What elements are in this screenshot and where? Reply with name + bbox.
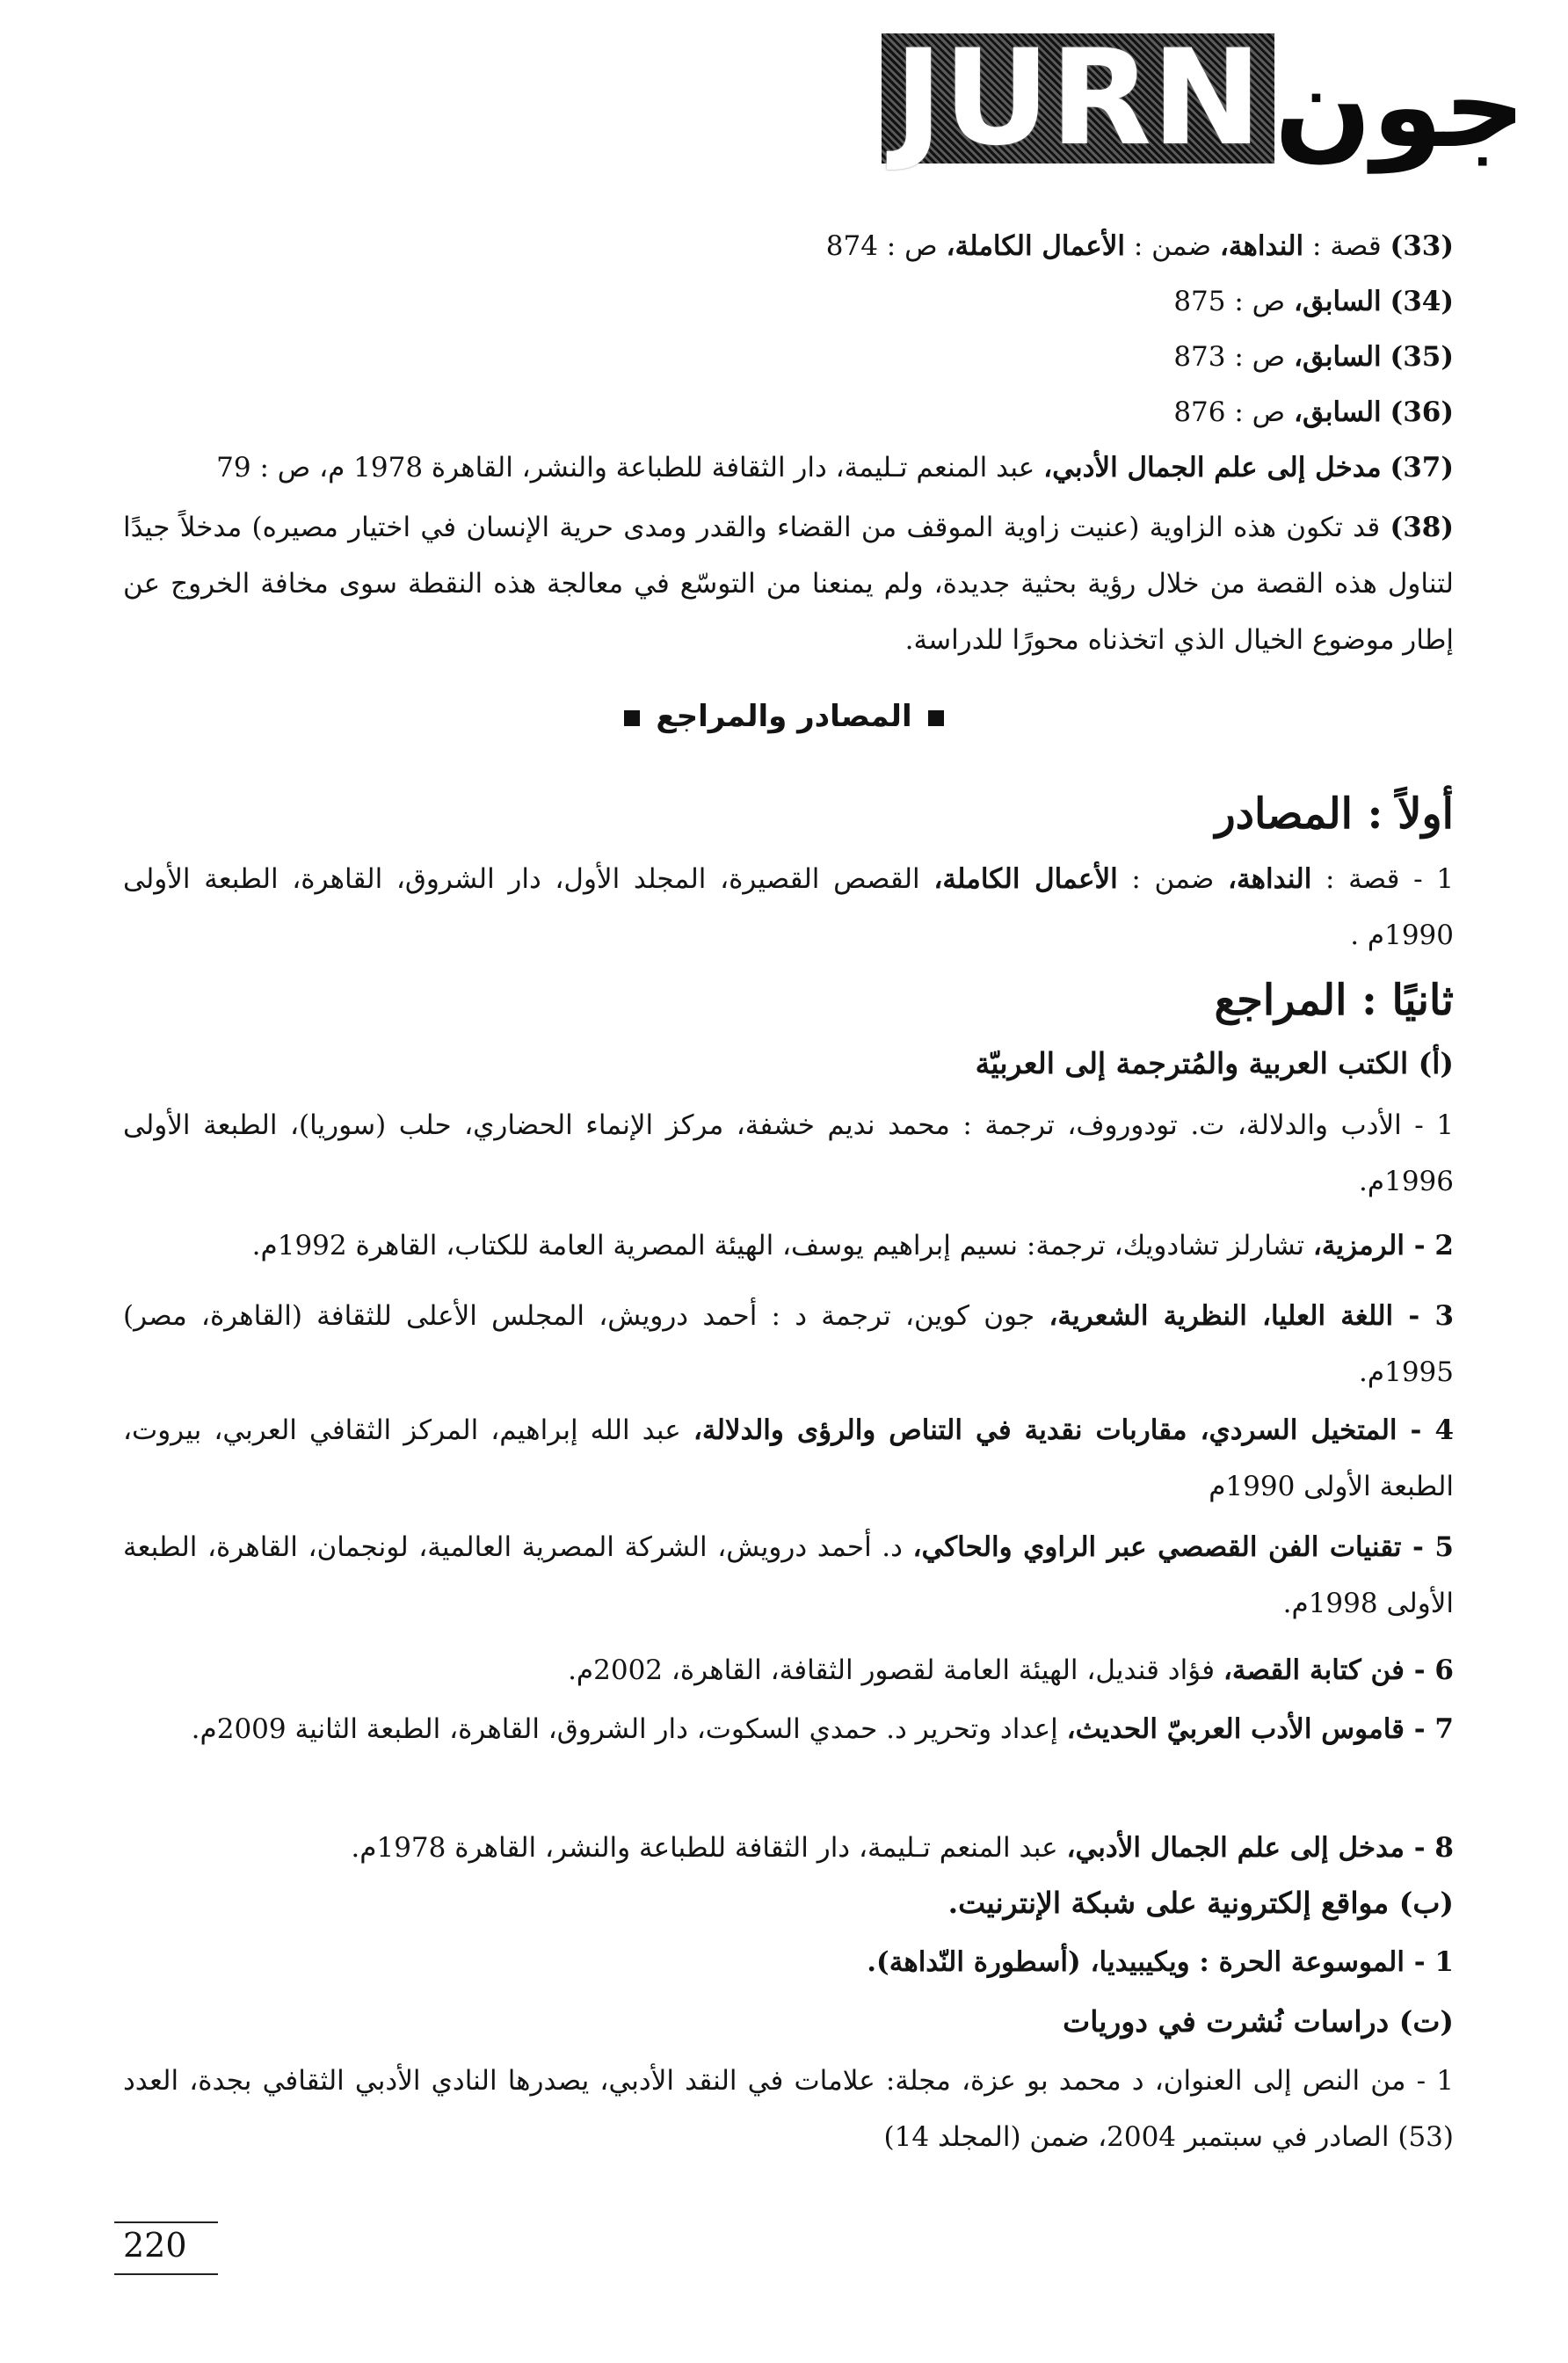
reference-item <box>123 1519 1454 1632</box>
note-number: (33) <box>1390 230 1454 262</box>
note-text: ص : 873 <box>1173 341 1294 373</box>
page-number-rule <box>114 2273 218 2275</box>
item-text: القصص القصيرة، المجلد الأول، دار الشروق، القاهرة، الطبعة الأولى 1990م . <box>123 863 1454 951</box>
note-35 <box>1173 341 1454 374</box>
reference-item <box>123 1642 1454 1698</box>
note-title: السابق، <box>1294 396 1382 428</box>
section-title-text: المصادر والمراجع <box>656 699 912 734</box>
reference-item <box>123 1097 1454 1210</box>
item-text: جون كوين، ترجمة د : أحمد درويش، المجلس الأعلى للثقافة (القاهرة، مصر) 1995م. <box>123 1300 1454 1388</box>
note-text: عبد المنعم تـليمة، دار الثقافة للطباعة والنشر، القاهرة 1978 م، ص : 79 <box>216 452 1044 484</box>
note-37 <box>216 452 1454 484</box>
item-number: 7 - <box>1404 1713 1454 1745</box>
reference-item <box>123 1820 1454 1876</box>
subsection-b-heading: (ب) مواقع إلكترونية على شبكة الإنترنيت. <box>947 1886 1454 1920</box>
item-number: 1 - <box>1399 863 1454 895</box>
note-text: ضمن : <box>1125 230 1220 262</box>
note-title: السابق، <box>1294 341 1382 373</box>
sources-heading: أولاً : المصادر <box>1215 789 1454 839</box>
note-number: (35) <box>1390 341 1454 373</box>
square-bullet-icon <box>928 710 944 726</box>
masthead-letter: R <box>1049 22 1152 175</box>
item-number: 6 - <box>1404 1654 1454 1686</box>
masthead-letter: U <box>942 22 1050 175</box>
reference-item <box>123 1701 1454 1757</box>
item-text: د. أحمد درويش، الشركة المصرية العالمية، لونجمان، القاهرة، الطبعة الأولى 1998م. <box>123 1531 1454 1619</box>
references-heading: ثانيًا : المراجع <box>1214 976 1454 1025</box>
note-33 <box>826 230 1454 263</box>
subsection-a-heading: (أ) الكتب العربية والمُترجمة إلى العربيّة <box>975 1046 1454 1080</box>
page-number-rule <box>114 2221 218 2223</box>
item-title: الرمزية، <box>1312 1230 1405 1261</box>
note-title: مدخل إلى علم الجمال الأدبي، <box>1043 452 1382 484</box>
item-number: 1 - <box>1405 2065 1454 2097</box>
masthead-letter: J <box>894 22 943 175</box>
section-title <box>0 699 1568 734</box>
masthead-letter: N <box>1151 22 1262 175</box>
item-title: تقنيات الفن القصصي عبر الراوي والحاكي، <box>912 1531 1402 1563</box>
item-number: 4 - <box>1397 1414 1455 1446</box>
item-text: إعداد وتحرير د. حمدي السكوت، دار الشروق، القاهرة، الطبعة الثانية 2009م. <box>191 1713 1067 1745</box>
item-title: اللغة العليا، النظرية الشعرية، <box>1049 1300 1394 1332</box>
item-title: قاموس الأدب العربيّ الحديث، <box>1066 1713 1405 1745</box>
note-34 <box>1173 286 1454 318</box>
item-title: الأعمال الكاملة، <box>933 863 1118 895</box>
subsection-c-heading: (ت) دراسات نُشرت في دوريات <box>1063 2004 1454 2039</box>
item-title: فن كتابة القصة، <box>1223 1654 1405 1686</box>
note-title: السابق، <box>1294 286 1382 317</box>
item-title: مدخل إلى علم الجمال الأدبي، <box>1066 1832 1405 1864</box>
item-number: 3 - <box>1393 1300 1455 1332</box>
source-item <box>123 851 1454 963</box>
note-text: ص : 875 <box>1173 286 1294 317</box>
item-text: قصة : <box>1311 863 1400 895</box>
item-number: 8 - <box>1404 1832 1454 1864</box>
note-text: ص : 876 <box>1173 396 1294 428</box>
note-36 <box>1173 396 1454 429</box>
note-number: (37) <box>1390 452 1454 484</box>
item-number: 1 - <box>1401 1109 1454 1141</box>
note-38 <box>123 499 1454 668</box>
masthead-latin-logo <box>882 22 1274 175</box>
item-text: عبد المنعم تـليمة، دار الثقافة للطباعة والنشر، القاهرة 1978م. <box>351 1832 1067 1864</box>
item-title: الموسوعة الحرة : ويكيبيديا، (أسطورة النّداهة). <box>867 1946 1405 1978</box>
note-text: قصة : <box>1303 230 1382 262</box>
item-text: الأدب والدلالة، ت. تودوروف، ترجمة : محمد نديم خشفة، مركز الإنماء الحضاري، حلب (سوريا)، الطبعة الأولى 1996م. <box>123 1109 1454 1197</box>
reference-item <box>123 2053 1454 2165</box>
note-number: (36) <box>1390 396 1454 428</box>
square-bullet-icon <box>624 710 640 726</box>
item-text: ضمن : <box>1117 863 1229 895</box>
note-number: (38) <box>1390 512 1454 543</box>
item-title: المتخيل السردي، مقاربات نقدية في التناص والرؤى والدلالة، <box>693 1414 1397 1446</box>
reference-item <box>123 1288 1454 1400</box>
note-title: الأعمال الكاملة، <box>946 230 1126 262</box>
note-text: قد تكون هذه الزاوية (عنيت زاوية الموقف من القضاء والقدر ومدى حرية الإنسان في اختيار مصيره) مدخلاً جيدًا لتناول هذه القصة من خلال رؤية بحثية جديدة، ولم يمنعنا من التوسّع في معالجة هذه النقطة سوى مخافة الخروج عن إطار موضوع الخيال الذي اتخذناه محورًا للدراسة. <box>123 512 1454 656</box>
item-number: 5 - <box>1401 1531 1454 1563</box>
item-text: تشارلز تشادويك، ترجمة: نسيم إبراهيم يوسف، الهيئة المصرية العامة للكتاب، القاهرة 1992م. <box>251 1230 1313 1261</box>
masthead-arabic-logo: جون <box>1274 40 1526 173</box>
reference-item <box>123 1934 1454 1990</box>
item-title: النداهة، <box>1228 863 1312 895</box>
page-number: 220 <box>123 2226 187 2265</box>
reference-item <box>123 1402 1454 1515</box>
note-text: ص : 874 <box>825 230 947 262</box>
journal-masthead <box>671 22 1533 175</box>
item-number: 2 - <box>1404 1230 1454 1261</box>
item-number: 1 - <box>1404 1946 1454 1978</box>
note-number: (34) <box>1390 286 1454 317</box>
item-text: فؤاد قنديل، الهيئة العامة لقصور الثقافة، القاهرة، 2002م. <box>568 1654 1223 1686</box>
reference-item <box>123 1218 1454 1274</box>
item-text: عبد الله إبراهيم، المركز الثقافي العربي، بيروت، الطبعة الأولى 1990م <box>123 1414 1454 1502</box>
item-text: من النص إلى العنوان، د محمد بو عزة، مجلة: علامات في النقد الأدبي، يصدرها النادي الأدبي الثقافي بجدة، العدد (53) الصادر في سبتمبر 2004، ضمن (المجلد 14) <box>123 2065 1454 2153</box>
note-title: النداهة، <box>1219 230 1304 262</box>
